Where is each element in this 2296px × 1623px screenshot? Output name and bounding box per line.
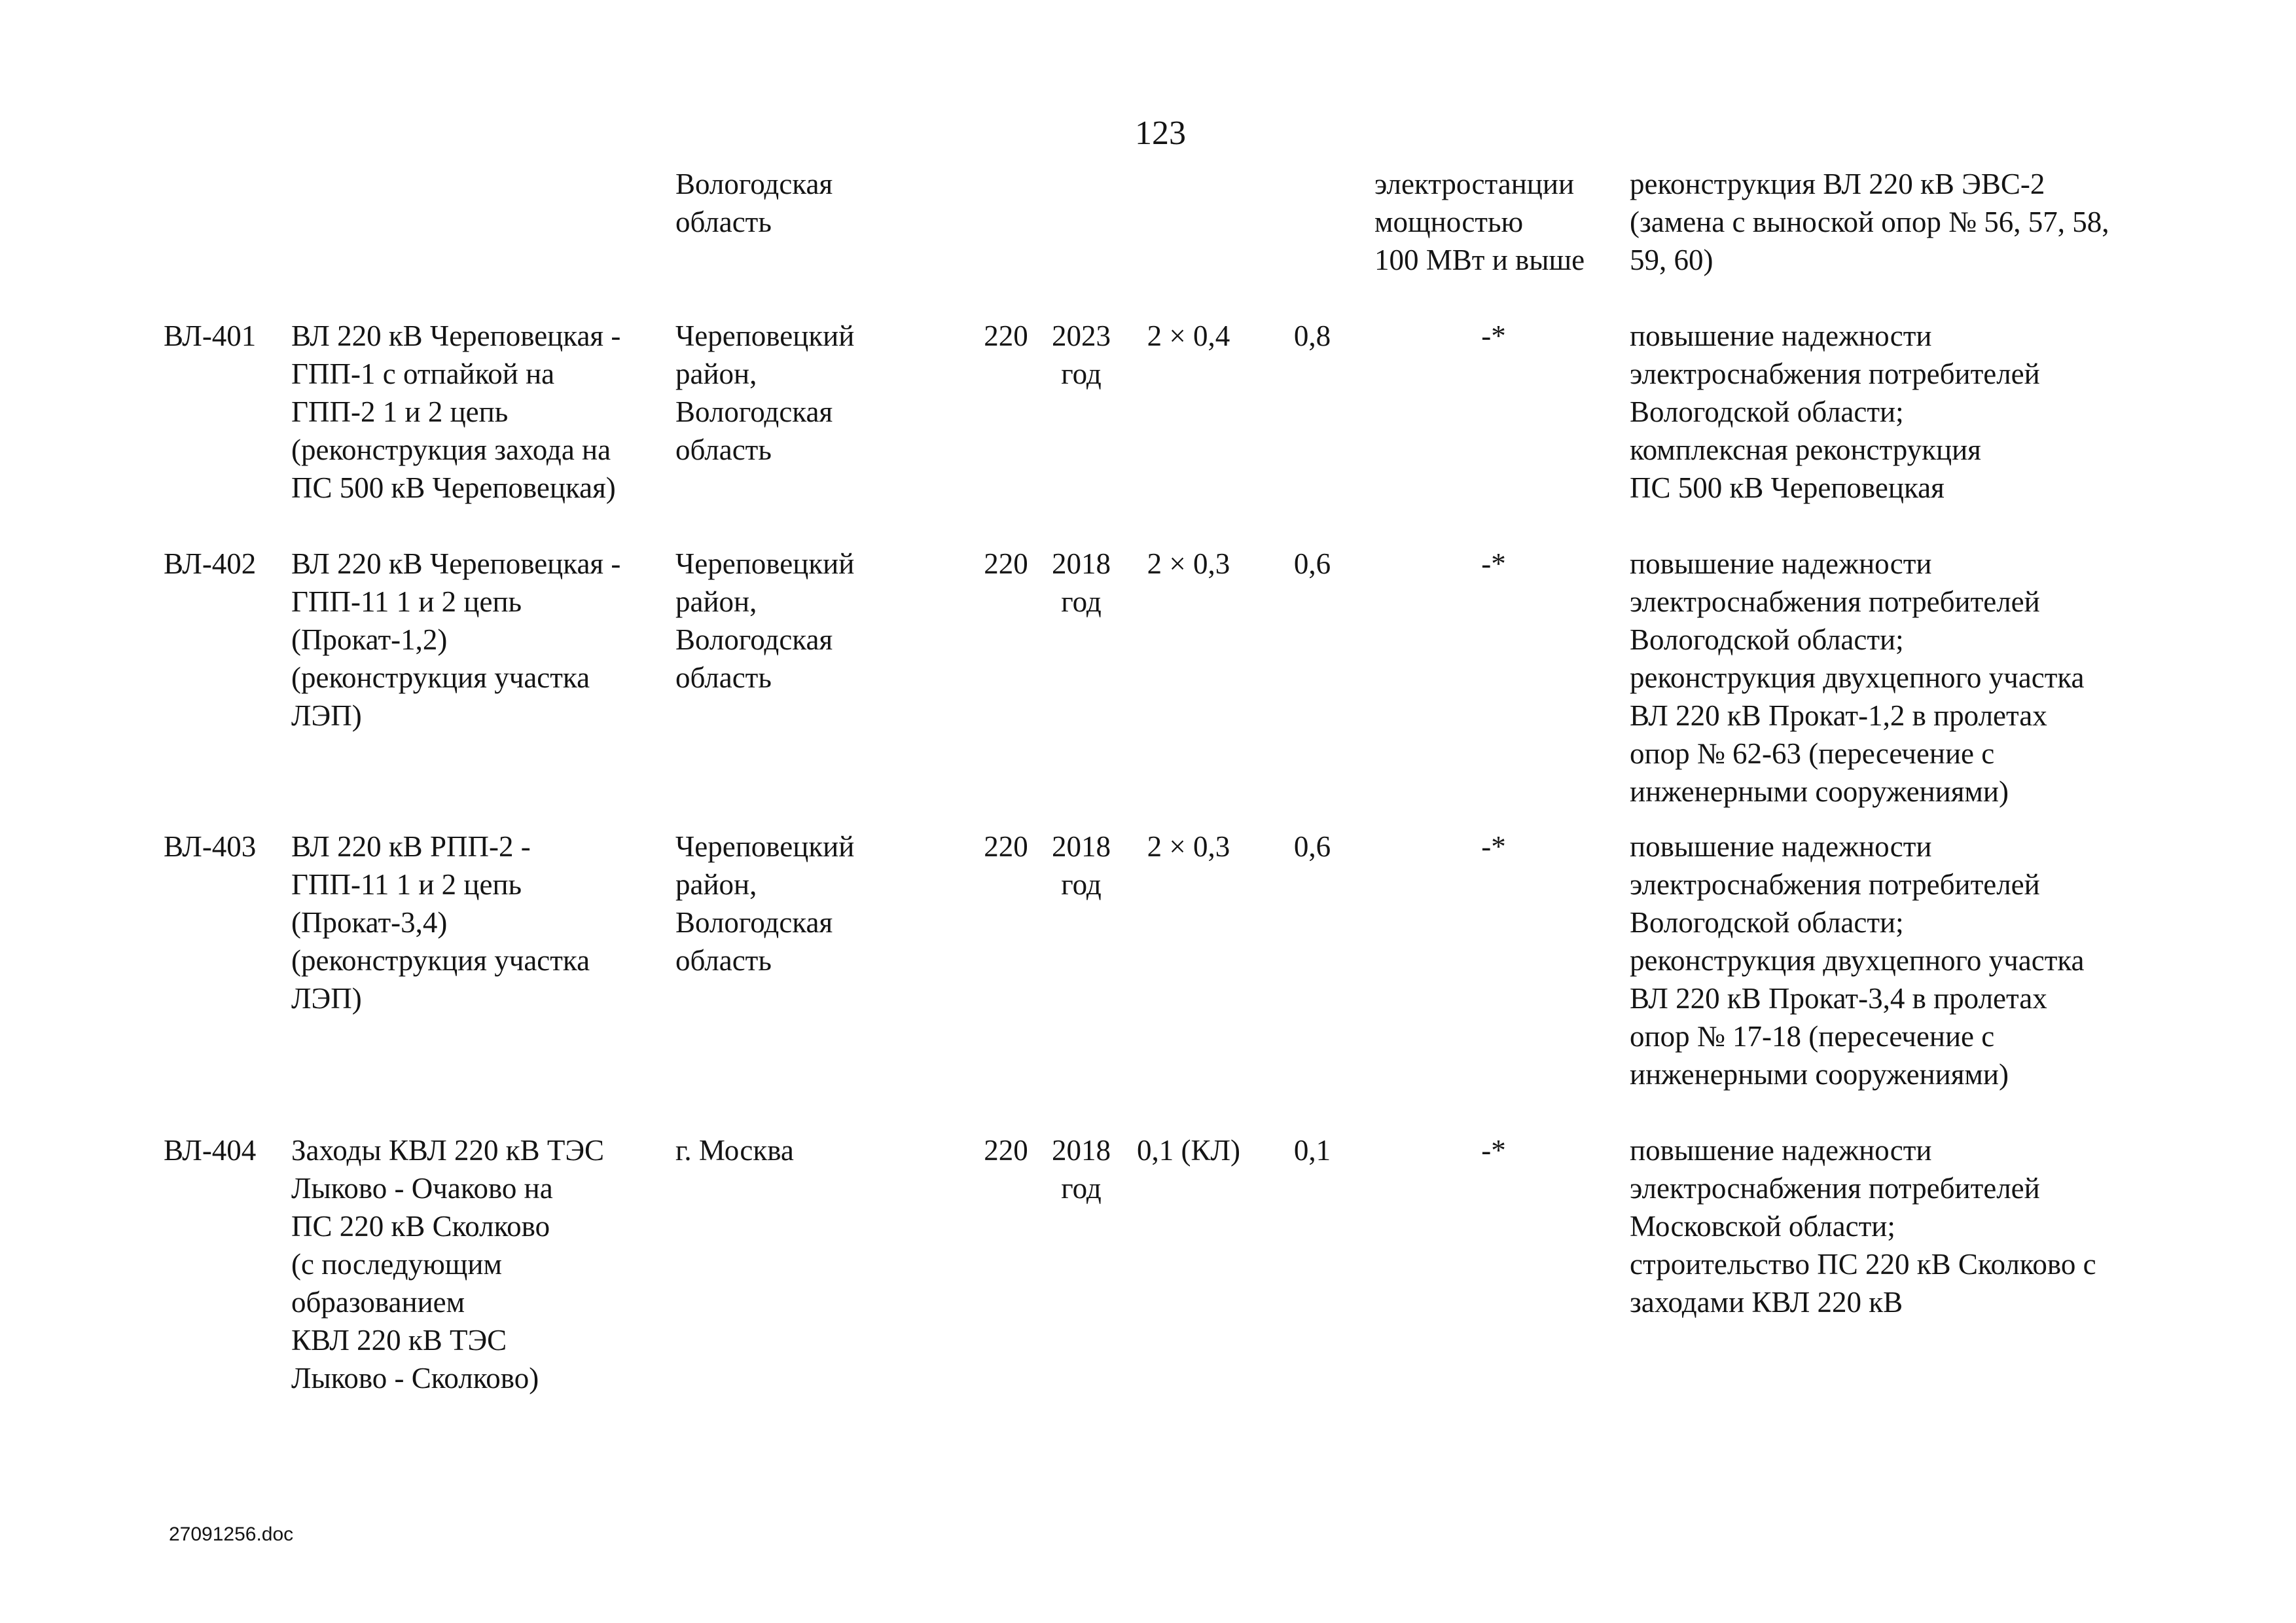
row-purpose: повышение надежности электроснабжения потребителей Вологодской области; реконструкция двухцепного участка ВЛ 220 кВ Прокат-3,4 в пролетах опор № 17-18 (пересечение с инженерными сооружениями): [1630, 830, 2085, 1091]
row-total-length: 0,8: [1293, 319, 1331, 352]
row-length: 2 × 0,3: [1147, 830, 1230, 863]
row-name: Заходы КВЛ 220 кВ ТЭС Лыково - Очаково на ПС 220 кВ Сколково (с последующим образованием КВЛ 220 кВ ТЭС Лыково - Сколково): [291, 1134, 605, 1395]
continuation-region: Вологодская область: [675, 168, 833, 238]
row-power: -*: [1481, 319, 1506, 352]
row-voltage: 220: [984, 830, 1028, 863]
footer-document-id: 27091256.doc: [169, 1523, 294, 1545]
row-power: -*: [1481, 547, 1506, 580]
continuation-power: электростанции мощностью 100 МВт и выше: [1374, 168, 1585, 276]
row-year: 2018 год: [1052, 1134, 1111, 1205]
row-name: ВЛ 220 кВ Череповецкая - ГПП-11 1 и 2 цепь (Прокат-1,2) (реконструкция участка ЛЭП): [291, 547, 621, 732]
row-code: ВЛ-404: [164, 1134, 257, 1167]
row-total-length: 0,6: [1293, 830, 1331, 863]
row-region: Череповецкий район, Вологодская область: [675, 319, 855, 466]
continuation-purpose: реконструкция ВЛ 220 кВ ЭВС-2 (замена с выноской опор № 56, 57, 58, 59, 60): [1630, 168, 2109, 276]
row-length: 2 × 0,4: [1147, 319, 1230, 352]
row-voltage: 220: [984, 1134, 1028, 1167]
row-year: 2018 год: [1052, 830, 1111, 901]
row-purpose: повышение надежности электроснабжения потребителей Вологодской области; комплексная реконструкция ПС 500 кВ Череповецкая: [1630, 319, 2040, 504]
row-voltage: 220: [984, 319, 1028, 352]
row-region: Череповецкий район, Вологодская область: [675, 547, 855, 694]
row-purpose: повышение надежности электроснабжения потребителей Вологодской области; реконструкция двухцепного участка ВЛ 220 кВ Прокат-1,2 в пролетах опор № 62-63 (пересечение с инженерными сооружениями): [1630, 547, 2085, 808]
row-length: 2 × 0,3: [1147, 547, 1230, 580]
row-total-length: 0,6: [1293, 547, 1331, 580]
row-code: ВЛ-401: [164, 319, 257, 352]
row-code: ВЛ-402: [164, 547, 257, 580]
row-year: 2023 год: [1052, 319, 1111, 390]
row-name: ВЛ 220 кВ РПП-2 - ГПП-11 1 и 2 цепь (Прокат-3,4) (реконструкция участка ЛЭП): [291, 830, 590, 1015]
row-region: г. Москва: [675, 1134, 794, 1167]
row-voltage: 220: [984, 547, 1028, 580]
row-year: 2018 год: [1052, 547, 1111, 618]
row-purpose: повышение надежности электроснабжения потребителей Московской области; строительство ПС 220 кВ Сколково с заходами КВЛ 220 кВ: [1630, 1134, 2096, 1319]
row-power: -*: [1481, 830, 1506, 863]
page-number: 123: [1135, 115, 1186, 152]
row-code: ВЛ-403: [164, 830, 257, 863]
row-length: 0,1 (КЛ): [1136, 1134, 1240, 1167]
row-power: -*: [1481, 1134, 1506, 1167]
row-total-length: 0,1: [1293, 1134, 1331, 1167]
row-region: Череповецкий район, Вологодская область: [675, 830, 855, 977]
row-name: ВЛ 220 кВ Череповецкая - ГПП-1 с отпайкой на ГПП-2 1 и 2 цепь (реконструкция захода на ПС 500 кВ Череповецкая): [291, 319, 621, 504]
